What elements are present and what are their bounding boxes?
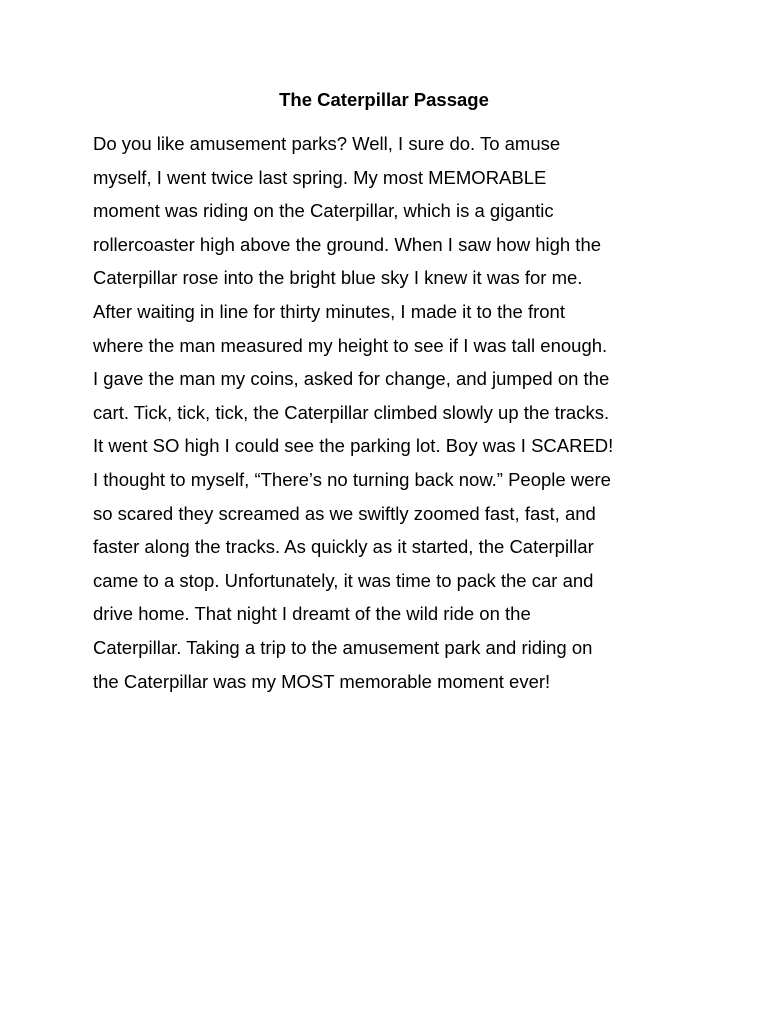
passage-line: cart. Tick, tick, tick, the Caterpillar climbed slowly up the tracks. [93, 401, 610, 423]
passage-line: Do you like amusement parks? Well, I sure do. To amuse [93, 133, 561, 154]
passage-line: It went SO high I could see the parking lot. Boy was I SCARED! [93, 435, 614, 457]
passage-line: I thought to myself, “There’s no turning back now.” People were [93, 468, 611, 490]
passage-line: the Caterpillar was my MOST memorable moment ever! [93, 670, 551, 692]
passage-line: rollercoaster high above the ground. When I saw how high the [93, 233, 602, 255]
passage-line: came to a stop. Unfortunately, it was time to pack the car and [93, 569, 594, 591]
passage-line: where the man measured my height to see if I was tall enough. [93, 334, 608, 356]
passage-line: drive home. That night I dreamt of the wild ride on the [93, 603, 531, 625]
passage-body [93, 127, 693, 698]
passage-line: faster along the tracks. As quickly as it started, the Caterpillar [93, 536, 594, 558]
passage-line: I gave the man my coins, asked for change, and jumped on the [93, 368, 610, 390]
passage-line: moment was riding on the Caterpillar, which is a gigantic [93, 200, 554, 222]
passage-line: so scared they screamed as we swiftly zoomed fast, fast, and [93, 502, 596, 524]
passage-line: After waiting in line for thirty minutes, I made it to the front [93, 300, 565, 322]
page-title: The Caterpillar Passage [279, 89, 489, 110]
passage-line: Caterpillar rose into the bright blue sky I knew it was for me. [93, 267, 583, 289]
passage-line: myself, I went twice last spring. My most MEMORABLE [93, 166, 547, 188]
passage-line: Caterpillar. Taking a trip to the amusement park and riding on [93, 636, 593, 658]
